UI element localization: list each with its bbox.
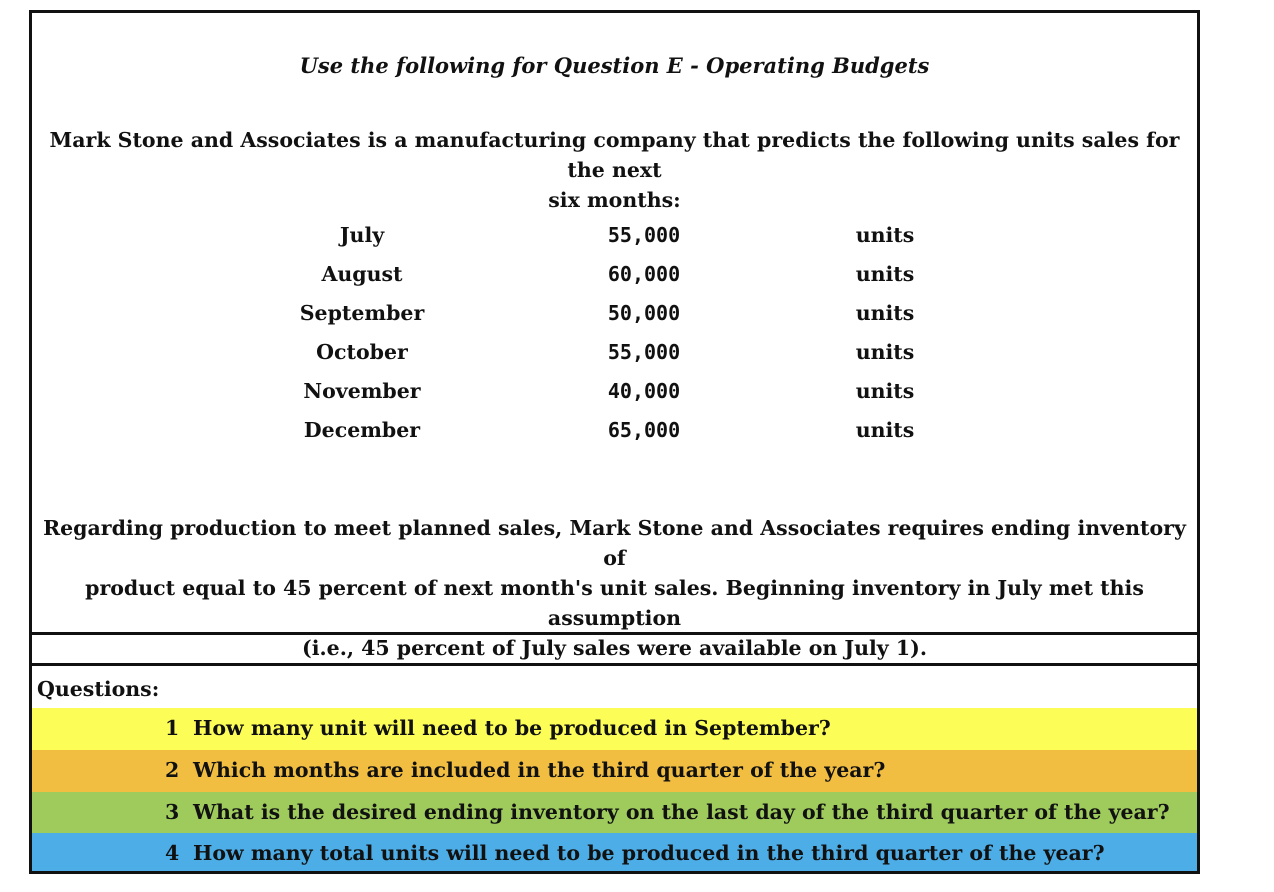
question-number: 4 (165, 841, 180, 865)
units-value: 55,000 (607, 340, 681, 364)
question-row (32, 833, 1197, 871)
question-text: How many total units will need to be produced in the third quarter of the year? (193, 841, 1105, 865)
questions-label: Questions: (37, 677, 160, 701)
document-frame (29, 10, 1200, 874)
unit-label: units (855, 223, 915, 247)
table-row (32, 301, 1197, 331)
question-text: How many unit will need to be produced in September? (193, 716, 831, 740)
month-label: December (303, 418, 421, 442)
intro-line: six months: (548, 188, 681, 212)
table-row (32, 223, 1197, 253)
question-row (32, 750, 1197, 792)
question-number: 1 (165, 716, 180, 740)
units-value: 60,000 (607, 262, 681, 286)
table-row (32, 418, 1197, 448)
question-text: Which months are included in the third quarter of the year? (193, 758, 886, 782)
units-value: 50,000 (607, 301, 681, 325)
unit-label: units (855, 301, 915, 325)
unit-label: units (855, 418, 915, 442)
question-number: 3 (165, 800, 180, 824)
month-label: September (299, 301, 425, 325)
month-label: July (339, 223, 385, 247)
assumption-paragraph: Regarding production to meet planned sales, Mark Stone and Associates requires ending inventory of product equal to 45 percent of next month's unit sales. Beginning inventory in July met this assumption (i.e., 45 percent of July sales were available on July 1). (43, 516, 1186, 660)
table-row (32, 262, 1197, 292)
question-row (32, 708, 1197, 750)
units-value: 55,000 (607, 223, 681, 247)
unit-label: units (855, 379, 915, 403)
month-label: August (321, 262, 403, 286)
intro-line: Mark Stone and Associates is a manufacturing company that predicts the following units sales for the next (49, 128, 1180, 182)
question-text: What is the desired ending inventory on the last day of the third quarter of the year? (193, 800, 1170, 824)
unit-label: units (855, 340, 915, 364)
question-row (32, 792, 1197, 834)
divider (32, 632, 1197, 635)
unit-label: units (855, 262, 915, 286)
intro-text (32, 125, 1197, 215)
units-value: 65,000 (607, 418, 681, 442)
month-label: October (316, 340, 408, 364)
divider (32, 663, 1197, 666)
table-row (32, 379, 1197, 409)
question-number: 2 (165, 758, 180, 782)
units-value: 40,000 (607, 379, 681, 403)
month-label: November (303, 379, 421, 403)
table-row (32, 340, 1197, 370)
section-heading: Use the following for Question E - Operating Budgets (299, 53, 930, 78)
